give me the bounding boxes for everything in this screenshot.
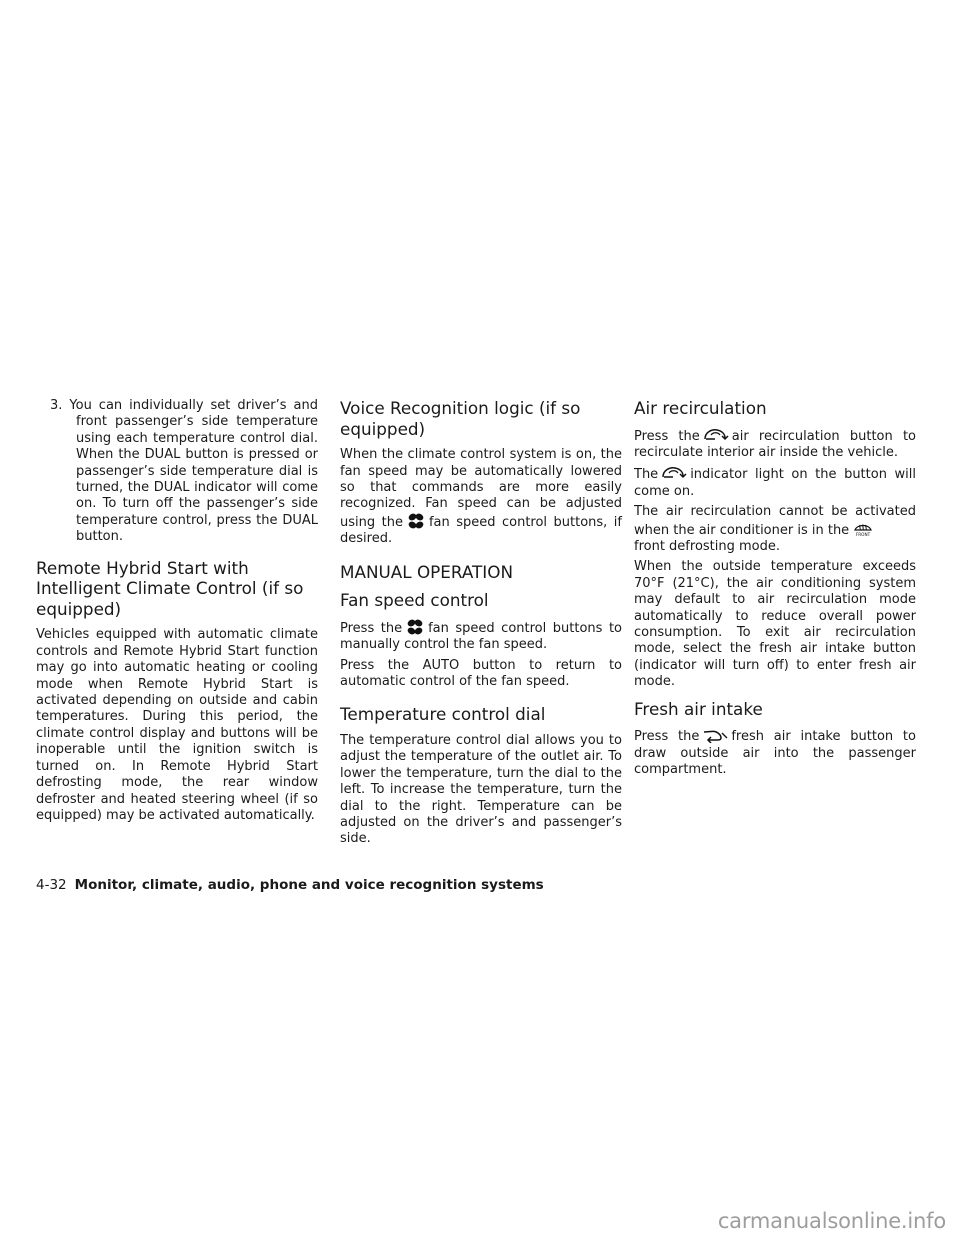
heading-fresh-air-intake: Fresh air intake [634, 698, 763, 719]
voice-recognition-text [340, 447, 622, 547]
fresh-text-end: fresh air intake button to draw outside air into the passenger compartment. [634, 729, 916, 778]
heading-voice-recognition: Voice Recognition logic (if so equipped) [340, 398, 581, 439]
recirc-defrost-start: The air recirculation cannot be activated when the air conditioner is in the [634, 504, 916, 538]
step-3 [36, 398, 318, 546]
recirc-text-end: air recirculation button to recirculate interior air inside the vehicle. [634, 428, 916, 460]
recirc-defrost-end: front defrosting mode. [634, 539, 781, 555]
recirc-indicator-end: indicator light on the button will come on. [634, 467, 916, 499]
column-left [36, 398, 318, 828]
fresh-air-text [634, 727, 916, 778]
column-middle [340, 398, 622, 852]
heading-manual-operation: MANUAL OPERATION [340, 561, 514, 582]
section-title: Monitor, climate, audio, phone and voice recognition systems [74, 877, 544, 893]
watermark: carmanualsonline.info [717, 1209, 946, 1233]
heading-air-recirculation: Air recirculation [634, 398, 767, 418]
recirculation-text-3 [634, 504, 916, 555]
step-3-text: You can individually set driver’s and front passenger’s side temperature using each temperature control dial. When the DUAL button is pressed or passenger’s side temperature dial is turned, the DUAL indicator will come on. To turn off the passenger’s side temperature control, press the DUAL button. [69, 398, 318, 545]
remote-hybrid-start-text: Vehicles equipped with automatic climate controls and Remote Hybrid Start function may go into automatic heating or cooling mode when Remote Hybrid Start is activated depending on outside and cabin temperatures. During this period, the climate control display and buttons will be inoperable until the ignition switch is turned on. In Remote Hybrid Start defrosting mode, the rear window defroster and heated steering wheel (if so equipped) may be activated automatically. [36, 627, 318, 823]
heading-fan-speed-control: Fan speed control [340, 590, 489, 611]
voice-text-end: fan speed control buttons, if desired. [340, 514, 622, 547]
fan-text-start: Press the [340, 620, 403, 636]
recirc-text-start: Press the [634, 428, 700, 444]
recirculation-text-2 [634, 465, 916, 500]
fresh-text-start: Press the [634, 729, 700, 745]
heading-temperature-control-dial: Temperature control dial [340, 704, 546, 725]
recirc-indicator-start: The [634, 467, 659, 483]
fan-auto-text: Press the AUTO button to return to automatic control of the fan speed. [340, 657, 622, 690]
fan-text-end: fan speed control buttons to manually control the fan speed. [340, 620, 622, 653]
air-recirculation-icon [703, 427, 729, 443]
fresh-air-intake-icon [702, 727, 728, 743]
column-right [634, 398, 916, 783]
fan-icon [405, 619, 425, 635]
step-number: 3. [50, 398, 63, 413]
page-footer [36, 877, 544, 893]
fan-speed-text [340, 619, 622, 654]
air-recirculation-icon [661, 465, 687, 481]
heading-remote-hybrid-start: Remote Hybrid Start with Intelligent Climate Control (if so equipped) [36, 557, 304, 619]
temperature-dial-text: The temperature control dial allows you to adjust the temperature of the outlet air. To lower the temperature, turn the dial to the left. To increase the temperature, turn the dial to the right. Temperature can be adjusted on the driver’s and passenger’s side. [340, 733, 622, 847]
defrost-icon-label: FRONT [856, 531, 871, 537]
page-number: 4-32 [36, 877, 67, 893]
front-defrost-icon [852, 521, 874, 537]
recirculation-text-4: When the outside temperature exceeds 70°F (21°C), the air conditioning system may default to air recirculation mode automatically to reduce overall power consumption. To exit air recirculation mode, select the fresh air intake button (indicator will turn off) to enter fresh air mode. [634, 559, 916, 690]
voice-text-start: When the climate control system is on, the fan speed may be automatically lowered so that commands are more easily recognized. Fan speed can be adjusted using the [340, 447, 622, 530]
recirculation-text-1 [634, 427, 916, 462]
fan-icon [406, 513, 426, 529]
